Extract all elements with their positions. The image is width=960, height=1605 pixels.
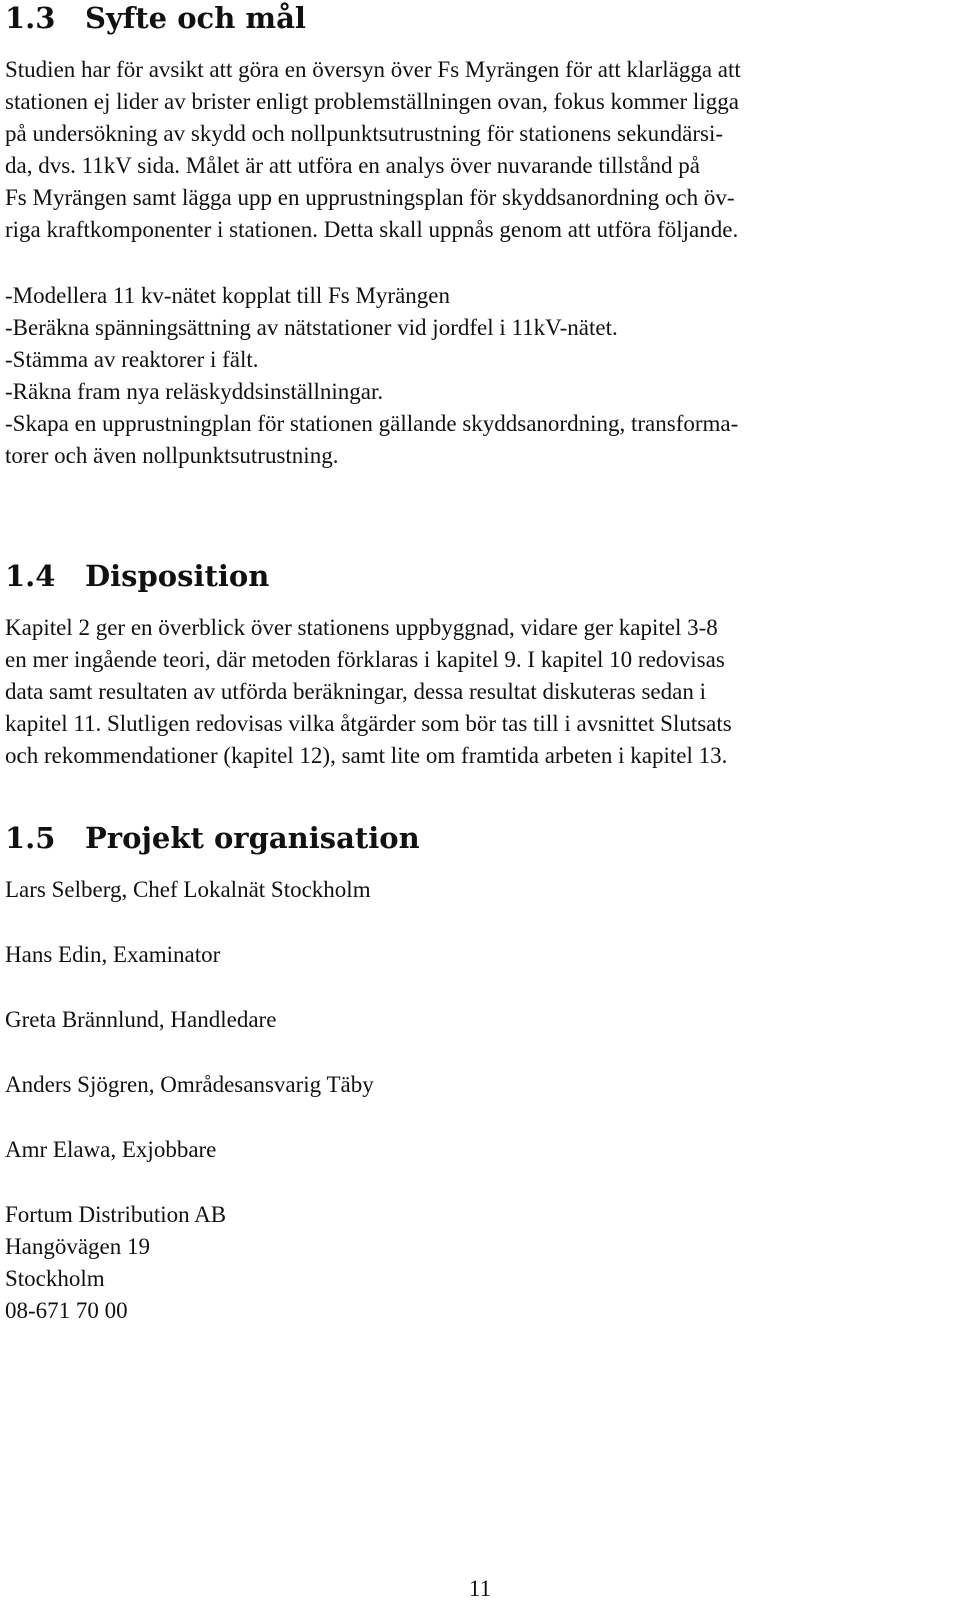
paragraph-line: Studien har för avsikt att göra en översyn över Fs Myrängen för att klarlägga att: [5, 57, 741, 82]
section-title: Syfte och mål: [85, 1, 306, 35]
paragraph-line: stationen ej lider av brister enligt problemställningen ovan, fokus kommer ligga: [5, 89, 739, 114]
paragraph-line: kapitel 11. Slutligen redovisas vilka åtgärder som bör tas till i avsnittet Slutsats: [5, 711, 732, 736]
member-name: Amr Elawa, Exjobbare: [5, 1137, 217, 1162]
paragraph-line: da, dvs. 11kV sida. Målet är att utföra en analys över nuvarande tillstånd på: [5, 153, 700, 178]
paragraph-line: Kapitel 2 ger en överblick över stationens uppbyggnad, vidare ger kapitel 3-8: [5, 615, 718, 640]
task-list: [5, 280, 960, 472]
paragraph-line: på undersökning av skydd och nollpunktsutrustning för stationens sekundärsi-: [5, 121, 724, 146]
section-1-3-paragraph: [5, 54, 960, 246]
company-name: Fortum Distribution AB: [5, 1202, 227, 1227]
paragraph-line: och rekommendationer (kapitel 12), samt lite om framtida arbeten i kapitel 13.: [5, 743, 728, 768]
paragraph-line: riga kraftkomponenter i stationen. Detta skall uppnås genom att utföra följande.: [5, 217, 739, 242]
member-entry: [5, 1134, 960, 1166]
paragraph-line: Fs Myrängen samt lägga upp en upprustningsplan för skyddsanordning och öv-: [5, 185, 735, 210]
section-1-4-paragraph: [5, 612, 960, 772]
section-number: 1.5: [5, 821, 56, 855]
street-address: Hangövägen 19: [5, 1234, 150, 1259]
task-item: -Modellera 11 kv-nätet kopplat till Fs Myrängen: [5, 283, 450, 308]
member-name: Hans Edin, Examinator: [5, 942, 221, 967]
phone-number: 08-671 70 00: [5, 1298, 128, 1323]
section-heading-1-3: [5, 0, 306, 36]
section-number: 1.3: [5, 1, 56, 35]
page-number: 11: [468, 1576, 492, 1601]
task-item: torer och även nollpunktsutrustning.: [5, 443, 339, 468]
member-name: Anders Sjögren, Områdesansvarig Täby: [5, 1072, 374, 1097]
section-heading-1-4: [5, 558, 269, 594]
member-entry: [5, 1004, 960, 1036]
task-item: -Stämma av reaktorer i fält.: [5, 347, 259, 372]
member-entry: [5, 1069, 960, 1101]
section-number: 1.4: [5, 559, 56, 593]
member-name: Greta Brännlund, Handledare: [5, 1007, 277, 1032]
member-entry: [5, 939, 960, 971]
section-title: Projekt organisation: [85, 821, 420, 855]
member-entry: [5, 874, 960, 906]
paragraph-line: data samt resultaten av utförda beräkningar, dessa resultat diskuteras sedan i: [5, 679, 706, 704]
task-item: -Skapa en upprustningplan för stationen gällande skyddsanordning, transforma-: [5, 411, 739, 436]
section-heading-1-5: [5, 820, 420, 856]
paragraph-line: en mer ingående teori, där metoden förklaras i kapitel 9. I kapitel 10 redovisas: [5, 647, 725, 672]
city: Stockholm: [5, 1266, 105, 1291]
task-item: -Räkna fram nya reläskyddsinställningar.: [5, 379, 384, 404]
section-title: Disposition: [85, 559, 270, 593]
member-name: Lars Selberg, Chef Lokalnät Stockholm: [5, 877, 371, 902]
task-item: -Beräkna spänningsättning av nätstationer vid jordfel i 11kV-nätet.: [5, 315, 618, 340]
company-address: [5, 1199, 960, 1327]
